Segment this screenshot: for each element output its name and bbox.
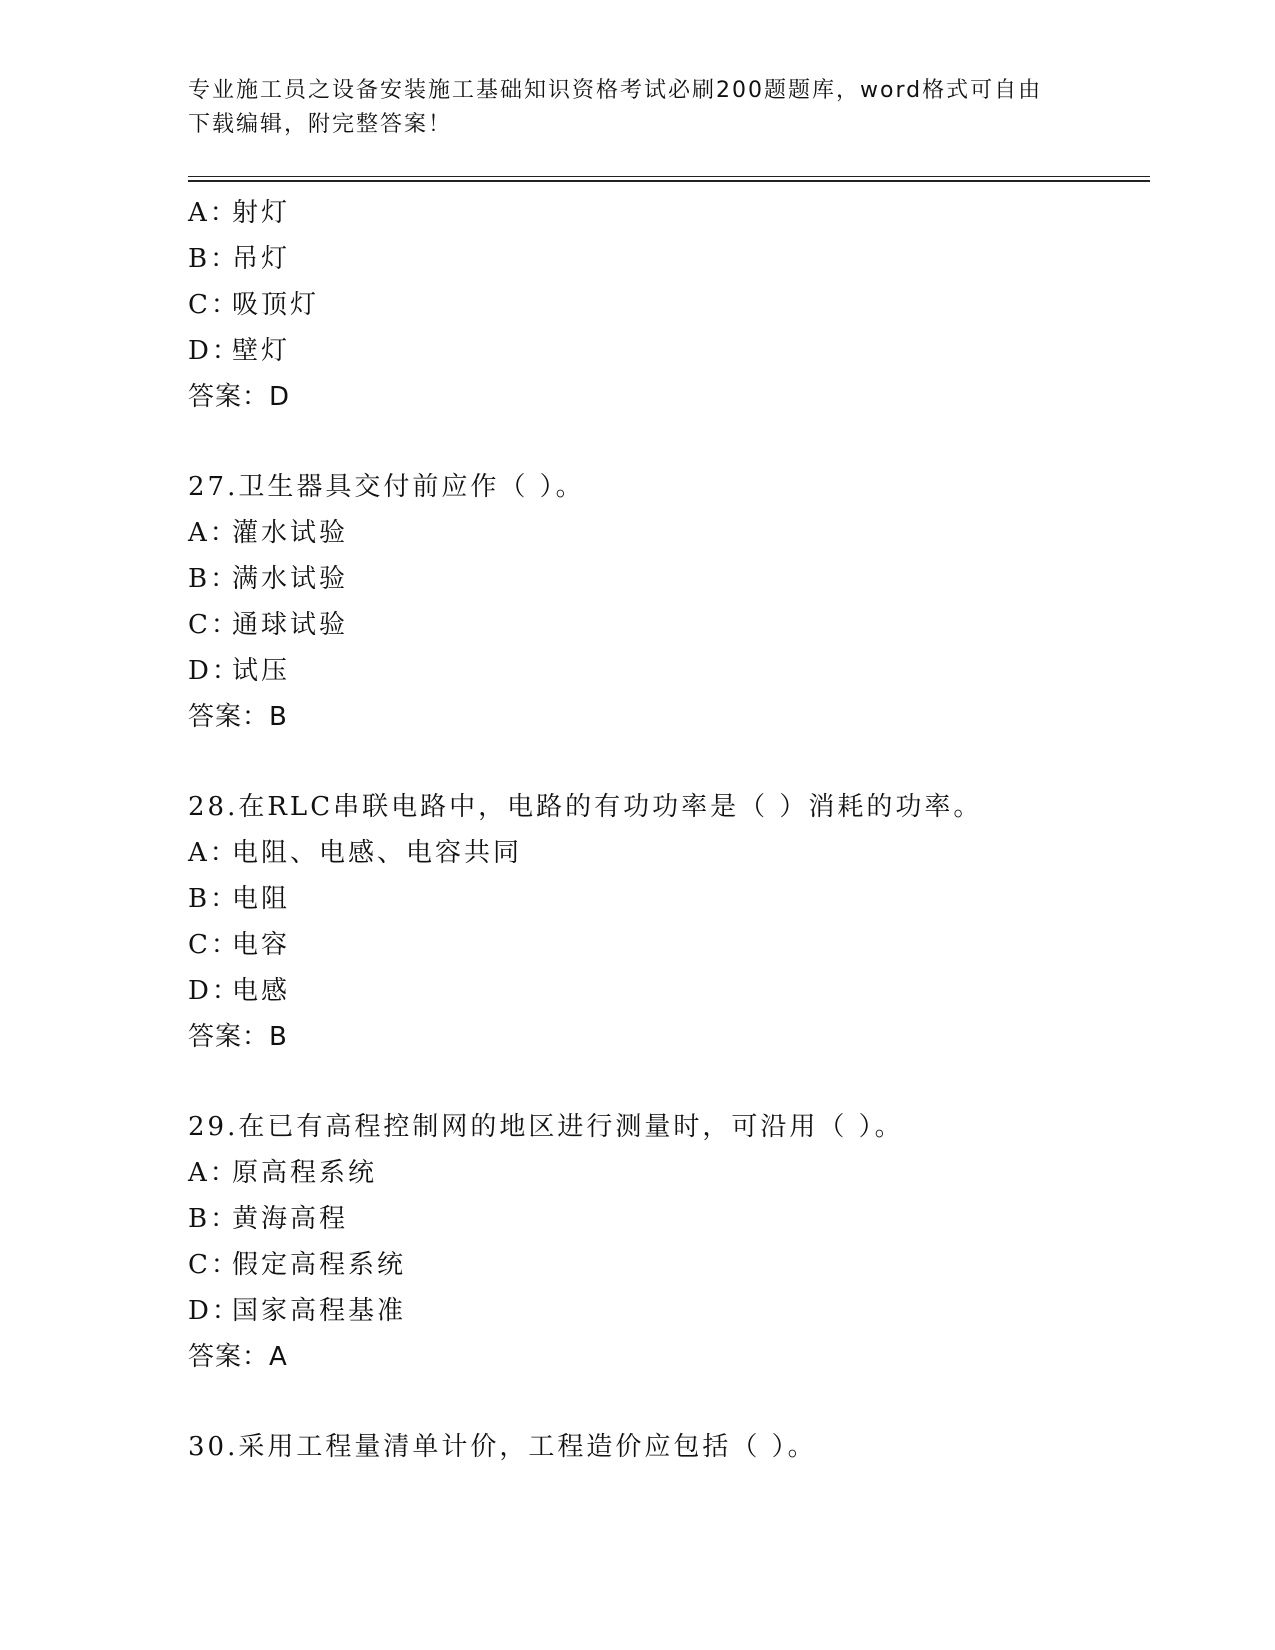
option-b: B：满水试验 <box>188 564 349 594</box>
option-b: B：电阻 <box>188 884 291 914</box>
question-stem: 30.采用工程量清单计价，工程造价应包括（ ）。 <box>188 1432 817 1462</box>
document-header <box>188 74 1088 142</box>
option-a: A：射灯 <box>188 198 291 228</box>
answer-line: 答案：D <box>188 382 291 412</box>
option-c: C：电容 <box>188 930 291 960</box>
option-c: C：吸顶灯 <box>188 290 320 320</box>
question-27 <box>188 464 1150 740</box>
option-d: D：国家高程基准 <box>188 1296 407 1326</box>
option-c: C：通球试验 <box>188 610 349 640</box>
header-title-line2: 下载编辑，附完整答案！ <box>188 112 453 137</box>
header-divider-thick <box>188 180 1150 182</box>
option-b: B：吊灯 <box>188 244 291 274</box>
question-26-continued <box>188 190 1150 420</box>
question-28 <box>188 784 1150 1060</box>
option-d: D：电感 <box>188 976 291 1006</box>
option-c: C：假定高程系统 <box>188 1250 407 1280</box>
option-a: A：灌水试验 <box>188 518 349 548</box>
question-stem: 27.卫生器具交付前应作（ ）。 <box>188 472 585 502</box>
question-stem: 29.在已有高程控制网的地区进行测量时，可沿用（ ）。 <box>188 1112 904 1142</box>
question-30 <box>188 1424 1150 1470</box>
question-29 <box>188 1104 1150 1380</box>
option-a: A：电阻、电感、电容共同 <box>188 838 523 868</box>
option-d: D：壁灯 <box>188 336 291 366</box>
option-b: B：黄海高程 <box>188 1204 349 1234</box>
header-divider-thin <box>188 176 1150 177</box>
answer-line: 答案：B <box>188 702 288 732</box>
answer-line: 答案：A <box>188 1342 288 1372</box>
option-d: D：试压 <box>188 656 291 686</box>
answer-line: 答案：B <box>188 1022 288 1052</box>
question-list <box>188 190 1150 1470</box>
header-title-line1: 专业施工员之设备安装施工基础知识资格考试必刷200题题库，word格式可自由 <box>188 78 1043 103</box>
question-stem: 28.在RLC串联电路中，电路的有功功率是（ ）消耗的功率。 <box>188 792 983 822</box>
option-a: A：原高程系统 <box>188 1158 378 1188</box>
